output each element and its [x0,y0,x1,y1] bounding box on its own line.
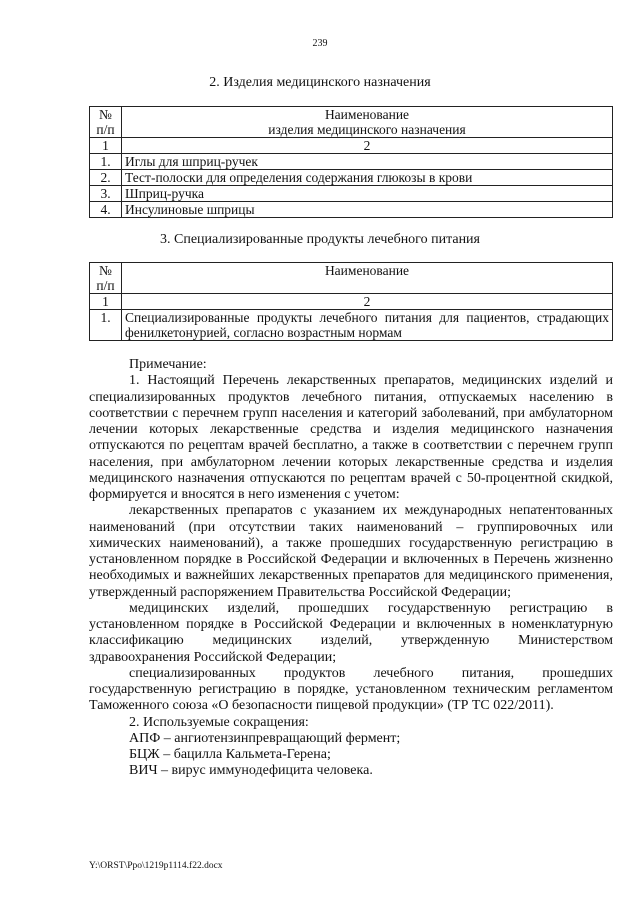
note-paragraph-5: 2. Используемые сокращения: [129,714,309,730]
note-paragraph-1: 1. Настоящий Перечень лекарственных препаратов, медицинских изделий и специализированных продуктов лечебного питания, отпускаемых населению в соответствии с перечнем групп населения и категорий заболеваний, при амбулаторном лечении которых лекарственные средства и изделия медицинского назначения отпускаются по рецептам врачей бесплатно, а также в соответствии с перечнем групп населения, при амбулаторном лечении которых лекарственные средства и изделия медицинского назначения отпускаются по рецептам врачей с 50-процентной скидкой, формируется и вносятся в него изменения с учетом: [89,373,613,502]
row-num: 4. [90,202,122,218]
note-block [89,357,613,780]
row-num: 1. [90,154,122,170]
table-row [90,154,613,170]
nutrition-products-table [89,262,613,341]
abbreviation-hiv: ВИЧ – вирус иммунодефицита человека. [129,763,373,779]
note-heading: Примечание: [129,357,207,372]
note-paragraph-4: специализированных продуктов лечебного питания, прошедших государственную регистрацию в порядке, установленном техническим регламентом Таможенного союза «О безопасности пищевой продукции» (ТР ТС 022/2011). [89,665,613,714]
table-header-row [90,263,613,294]
footer-file-path: Y:\ORST\Ppo\1219p1114.f22.docx [89,861,223,871]
section-2-title: 2. Изделия медицинского назначения [209,75,431,90]
abbreviation-apf: АПФ – ангиотензинпревращающий фермент; [129,730,401,746]
table-row [90,310,613,341]
section-3-title: 3. Специализированные продукты лечебного питания [160,232,480,247]
header-num: № п/п [90,263,122,294]
header-num: № п/п [90,107,122,138]
medical-devices-table [89,106,613,218]
table-index-row [90,138,613,154]
table-header-row [90,107,613,138]
row-name: Иглы для шприц-ручек [122,154,613,170]
note-paragraph-2: лекарственных препаратов с указанием их международных непатентованных наименований (при отсутствии таких наименований – группировочных или химических наименований), а также прошедших государственную регистрацию в установленном порядке в Российской Федерации и включенных в Перечень жизненно необходимых и важнейших лекарственных препаратов для медицинского применения, утвержденный распоряжением Правительства Российской Федерации; [89,503,613,600]
abbreviation-bcg: БЦЖ – бацилла Кальмета-Герена; [129,747,331,762]
table-row [90,202,613,218]
header-name: Наименование изделия медицинского назначения [122,107,613,138]
row-num: 2. [90,170,122,186]
table-row [90,170,613,186]
table-row [90,186,613,202]
row-name: Тест-полоски для определения содержания глюкозы в крови [122,170,613,186]
row-num: 1. [90,310,122,341]
index-name: 2 [122,294,613,310]
index-name: 2 [122,138,613,154]
index-num: 1 [90,294,122,310]
row-name: Инсулиновые шприцы [122,202,613,218]
table-index-row [90,294,613,310]
note-paragraph-3: медицинских изделий, прошедших государственную регистрацию в установленном порядке в Российской Федерации и включенных в номенклатурную классификацию медицинских изделий, утвержденную Министерством здравоохранения Российской Федерации; [89,600,613,665]
header-name: Наименование [122,263,613,294]
index-num: 1 [90,138,122,154]
row-name: Шприц-ручка [122,186,613,202]
row-name: Специализированные продукты лечебного питания для пациентов, страдающих фенилкетонурией, согласно возрастным нормам [122,310,613,341]
row-num: 3. [90,186,122,202]
page-number: 239 [312,38,328,49]
